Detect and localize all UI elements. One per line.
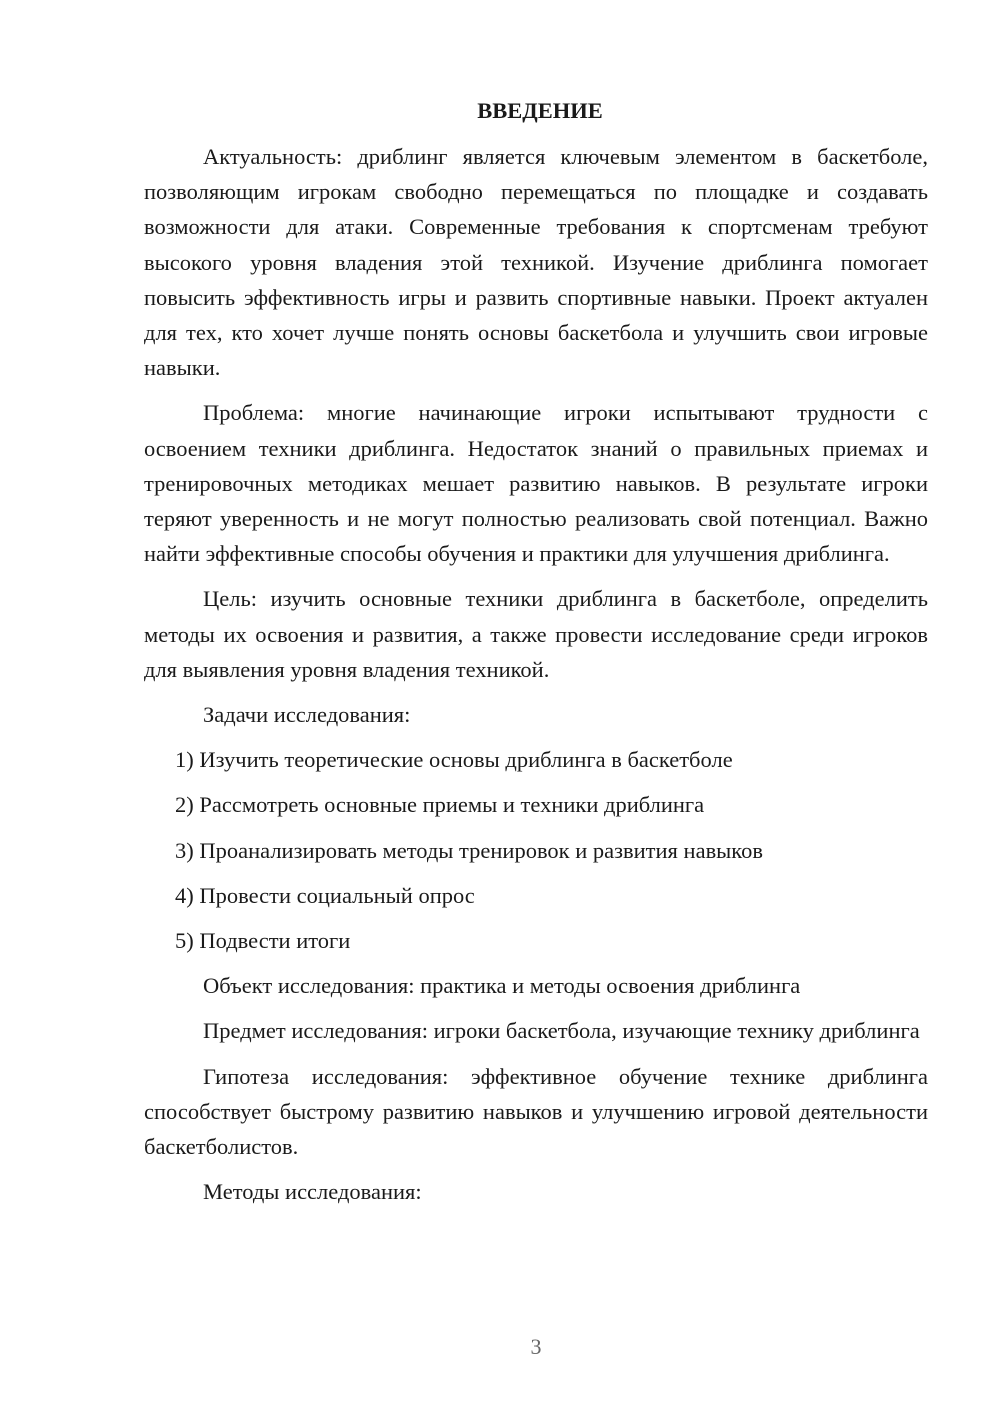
- goal-paragraph: Цель: изучить основные техники дриблинга в баскетболе, определить методы их освоения и развития, а также провести исследование среди игроков для выявления уровня владения техникой.: [144, 586, 928, 682]
- problem-paragraph: Проблема: многие начинающие игроки испытывают трудности с освоением техники дриблинга. Недостаток знаний о правильных приемах и тренировочных методиках мешает развитию навыков. В результате игроки теряют уверенность и не могут полностью реализовать свой потенциал. Важно найти эффективные способы обучения и практики для улучшения дриблинга.: [144, 400, 928, 567]
- section-title: ВВЕДЕНИЕ: [477, 98, 603, 123]
- task-item: 5) Подвести итоги: [175, 928, 351, 954]
- tasks-heading: Задачи исследования:: [203, 702, 411, 728]
- methods-heading: Методы исследования:: [203, 1179, 422, 1205]
- task-item: 1) Изучить теоретические основы дриблинга в баскетболе: [175, 747, 733, 773]
- page-number: 3: [530, 1334, 542, 1359]
- task-item: 2) Рассмотреть основные приемы и техники дриблинга: [175, 792, 705, 818]
- object-paragraph: Объект исследования: практика и методы освоения дриблинга: [203, 973, 801, 999]
- document-page: [144, 96, 928, 1219]
- task-item: 4) Провести социальный опрос: [175, 882, 475, 908]
- relevance-paragraph: Актуальность: дриблинг является ключевым элементом в баскетболе, позволяющим игрокам свободно перемещаться по площадке и создавать возможности для атаки. Современные требования к спортсменам требуют высокого уровня владения этой техникой. Изучение дриблинга помогает повысить эффективность игры и развить спортивные навыки. Проект актуален для тех, кто хочет лучше понять основы баскетбола и улучшить свои игровые навыки.: [144, 144, 928, 381]
- subject-paragraph: Предмет исследования: игроки баскетбола, изучающие технику дриблинга: [203, 1018, 920, 1044]
- task-item: 3) Проанализировать методы тренировок и развития навыков: [175, 837, 763, 863]
- hypothesis-paragraph: Гипотеза исследования: эффективное обучение технике дриблинга способствует быстрому развитию навыков и улучшению игровой деятельности баскетболистов.: [144, 1063, 928, 1160]
- tasks-list: [144, 742, 928, 958]
